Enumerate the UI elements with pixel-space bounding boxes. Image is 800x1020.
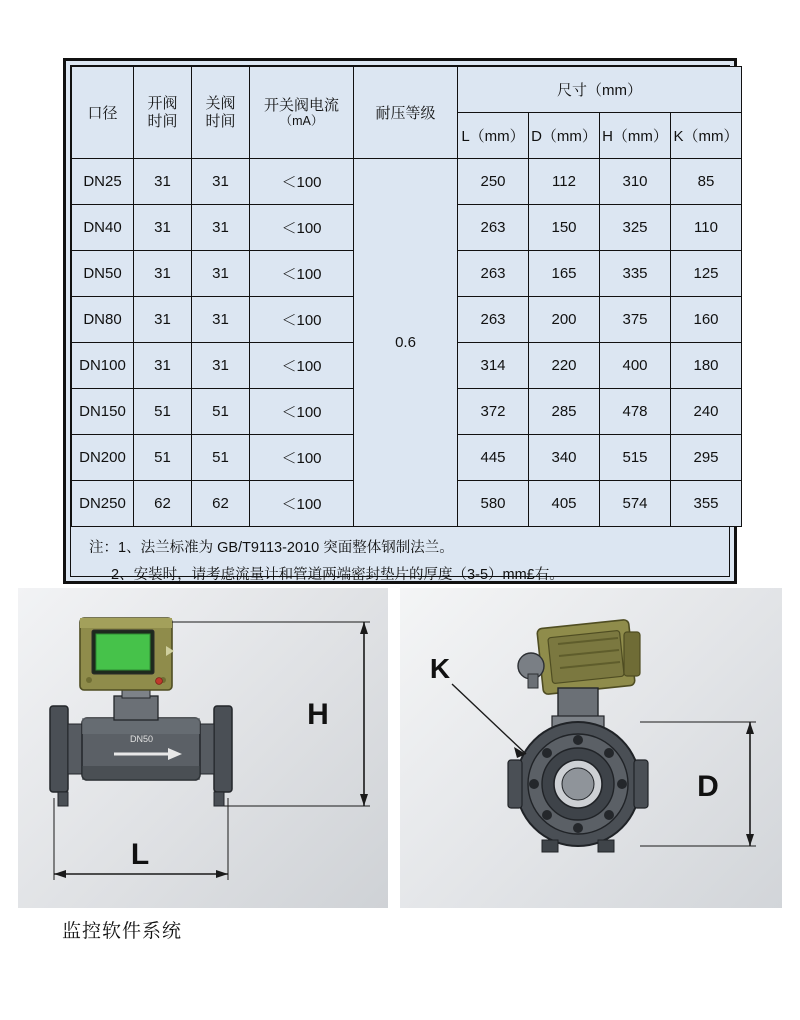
cell-close-time: 31 xyxy=(192,297,250,343)
header-open-time xyxy=(134,67,192,159)
table-notes xyxy=(71,527,729,589)
cell-dim-h: 325 xyxy=(600,205,671,251)
cell-dim-h: 515 xyxy=(600,435,671,481)
cell-dim-d: 112 xyxy=(529,159,600,205)
flow-meter-side-body xyxy=(508,619,648,852)
cell-close-time: 51 xyxy=(192,435,250,481)
note-line-2: 2、安装时，请考虑流量计和管道两端密封垫片的厚度（3-5）mm£右。 xyxy=(111,566,564,583)
header-close-time-line1: 关阀 xyxy=(205,95,236,113)
header-dim-l: L（mm） xyxy=(458,113,529,159)
cell-current: ＜100 xyxy=(250,297,354,343)
cell-caliber: DN25 xyxy=(72,159,134,205)
cell-current: ＜100 xyxy=(250,251,354,297)
header-dim-d: D（mm） xyxy=(529,113,600,159)
header-caliber-label: 口径 xyxy=(87,105,118,122)
header-dimensions xyxy=(458,67,742,113)
cell-dim-d: 165 xyxy=(529,251,600,297)
cell-close-time: 31 xyxy=(192,251,250,297)
specification-panel xyxy=(63,58,737,584)
specification-table xyxy=(71,66,742,527)
cell-dim-l: 372 xyxy=(458,389,529,435)
cell-close-time: 31 xyxy=(192,205,250,251)
cell-open-time: 51 xyxy=(134,389,192,435)
cell-dim-k: 85 xyxy=(671,159,742,205)
header-pressure-grade-label: 耐压等级 xyxy=(375,105,436,122)
dimension-d xyxy=(640,722,756,846)
cell-current: ＜100 xyxy=(250,205,354,251)
header-pressure-grade xyxy=(354,67,458,159)
cell-current: ＜100 xyxy=(250,343,354,389)
header-valve-current xyxy=(250,67,354,159)
display-screen xyxy=(96,634,150,670)
cell-dim-d: 150 xyxy=(529,205,600,251)
specification-panel-inner xyxy=(70,65,739,583)
cell-caliber: DN50 xyxy=(72,251,134,297)
cell-dim-d: 220 xyxy=(529,343,600,389)
cell-current: ＜100 xyxy=(250,159,354,205)
cell-dim-l: 250 xyxy=(458,159,529,205)
figure-side-view-svg xyxy=(400,588,782,908)
cell-dim-d: 405 xyxy=(529,481,600,527)
cell-caliber: DN80 xyxy=(72,297,134,343)
cell-caliber: DN250 xyxy=(72,481,134,527)
cell-dim-h: 574 xyxy=(600,481,671,527)
header-valve-current-line1: 开关阀电流 xyxy=(263,96,339,114)
dimension-k xyxy=(430,653,526,758)
cell-dim-k: 240 xyxy=(671,389,742,435)
cell-dim-h: 400 xyxy=(600,343,671,389)
dimension-k-label: K xyxy=(429,653,451,684)
cell-open-time: 31 xyxy=(134,251,192,297)
header-dim-h: H（mm） xyxy=(600,113,671,159)
cell-caliber: DN40 xyxy=(72,205,134,251)
cell-pressure-grade: 0.6 xyxy=(354,159,458,527)
cell-dim-h: 375 xyxy=(600,297,671,343)
cell-close-time: 51 xyxy=(192,389,250,435)
header-open-time-line1: 开阀 xyxy=(147,95,178,113)
flow-meter-body xyxy=(50,618,232,806)
cell-dim-d: 200 xyxy=(529,297,600,343)
table-header-row-1 xyxy=(72,67,742,113)
note-line-1: 注：1、法兰标准为 GB/T9113-2010 突面整体钢制法兰。 xyxy=(89,540,454,556)
cell-close-time: 31 xyxy=(192,343,250,389)
cell-open-time: 62 xyxy=(134,481,192,527)
cell-dim-l: 263 xyxy=(458,251,529,297)
header-open-time-line2: 时间 xyxy=(147,112,178,130)
cell-open-time: 31 xyxy=(134,297,192,343)
cell-open-time: 31 xyxy=(134,343,192,389)
dimension-l-label: L xyxy=(130,838,150,871)
header-dim-k: K（mm） xyxy=(671,113,742,159)
cell-open-time: 31 xyxy=(134,159,192,205)
cell-dim-l: 263 xyxy=(458,205,529,251)
cell-dim-l: 580 xyxy=(458,481,529,527)
cell-current: ＜100 xyxy=(250,435,354,481)
cell-dim-l: 445 xyxy=(458,435,529,481)
cell-caliber: DN100 xyxy=(72,343,134,389)
header-close-time xyxy=(192,67,250,159)
dimension-d-label: D xyxy=(697,770,719,803)
cell-close-time: 31 xyxy=(192,159,250,205)
cell-open-time: 31 xyxy=(134,205,192,251)
figure-front-view xyxy=(18,588,388,908)
header-close-time-line2: 时间 xyxy=(205,112,236,130)
header-valve-current-unit: （mA） xyxy=(279,113,324,128)
cell-dim-k: 110 xyxy=(671,205,742,251)
cell-caliber: DN200 xyxy=(72,435,134,481)
cell-close-time: 62 xyxy=(192,481,250,527)
cell-dim-k: 125 xyxy=(671,251,742,297)
figure-front-view-svg xyxy=(18,588,388,908)
header-dimensions-label: 尺寸（mm） xyxy=(557,82,642,99)
cell-dim-d: 340 xyxy=(529,435,600,481)
cell-dim-h: 310 xyxy=(600,159,671,205)
cell-current: ＜100 xyxy=(250,481,354,527)
figure-caption: 监控软件系统 xyxy=(62,921,183,942)
cell-dim-d: 285 xyxy=(529,389,600,435)
dimension-h xyxy=(172,622,370,806)
cell-dim-h: 335 xyxy=(600,251,671,297)
cell-dim-k: 295 xyxy=(671,435,742,481)
cell-open-time: 51 xyxy=(134,435,192,481)
dimension-h-label: H xyxy=(307,698,329,731)
table-row xyxy=(72,159,742,205)
cell-dim-h: 478 xyxy=(600,389,671,435)
cell-caliber: DN150 xyxy=(72,389,134,435)
cell-dim-k: 160 xyxy=(671,297,742,343)
header-caliber xyxy=(72,67,134,159)
figure-side-view xyxy=(400,588,782,908)
cell-dim-l: 263 xyxy=(458,297,529,343)
dimension-l xyxy=(54,798,228,880)
device-caliber-label: DN50 xyxy=(130,734,154,744)
cell-current: ＜100 xyxy=(250,389,354,435)
cell-dim-l: 314 xyxy=(458,343,529,389)
cell-dim-k: 180 xyxy=(671,343,742,389)
cell-dim-k: 355 xyxy=(671,481,742,527)
